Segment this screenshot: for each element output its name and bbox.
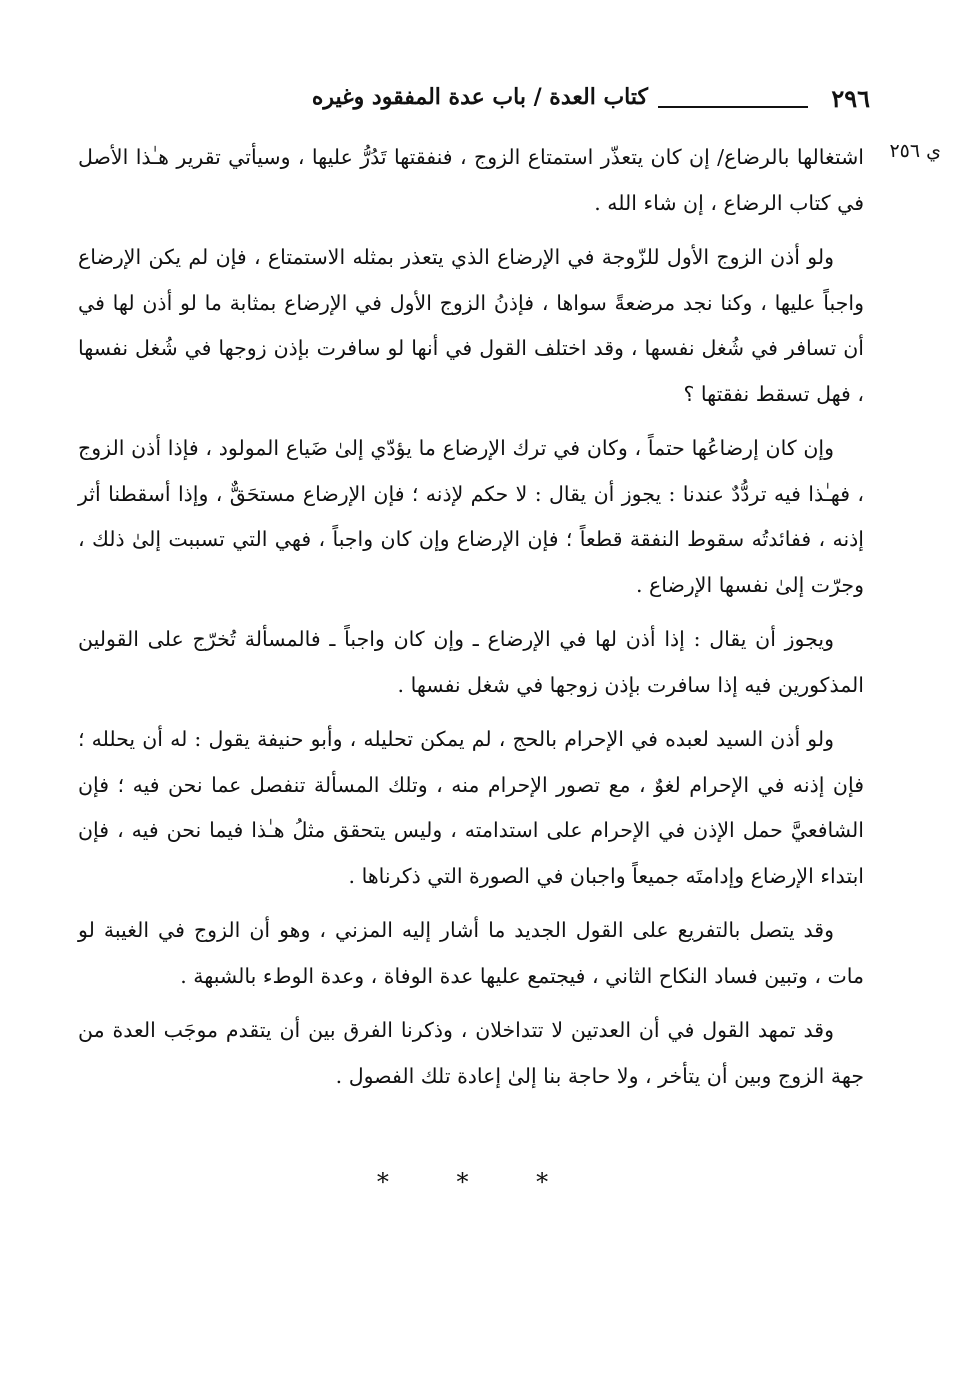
paragraph-3: وإن كان إرضاعُها حتماً ، وكان في ترك الإرضاع ما يؤدّي إلىٰ ضَياع المولود ، فإذا أذن الزوج ، فهـٰذا فيه تردُّدٌ عندنا : يجوز أن يقال : لا حكم لإذنه ؛ فإن الإرضاع مستحَقٌّ ، وإذا أسقطنا أثر إذنه ، ففائدتُه سقوط النفقة قطعاً ؛ فإن الإرضاع وإن كان واجباً ، فهي التي تسببت إلىٰ ذلك ، وجرّت إلىٰ نفسها الإرضاع . <box>78 436 864 597</box>
header-rule <box>658 106 808 108</box>
page-header <box>90 84 870 122</box>
paragraph-1: اشتغالها بالرضاع/ إن كان يتعذّر استمتاع الزوج ، فنفقتها تَدُرُّ عليها ، وسيأتي تقرير هـٰذا الأصل في كتاب الرضاع ، إن شاء الله . <box>78 145 864 215</box>
page-number: ٢٩٦ <box>831 84 870 113</box>
margin-reference: ي ٢٥٦ <box>889 140 941 162</box>
paragraph-2: ولو أذن الزوج الأول للزّوجة في الإرضاع الذي يتعذر بمثله الاستمتاع ، فإن لم يكن الإرضاع واجباً عليها ، وكنا نجد مرضعةً سواها ، فإذنُ الزوج الأول في الإرضاع بمثابة ما لو أذن لها في أن تسافر في شُغل نفسها ، وقد اختلف القول في أنها لو سافرت بإذن زوجها في شُغل نفسها ، فهل تسقط نفقتها ؟ <box>78 245 864 406</box>
paragraph-7: وقد تمهد القول في أن العدتين لا تتداخلان ، وذكرنا الفرق بين أن يتقدم موجَب العدة من جهة الزوج وبين أن يتأخر ، ولا حاجة بنا إلىٰ إعادة تلك الفصول . <box>78 1018 864 1088</box>
paragraph-6: وقد يتصل بالتفريع على القول الجديد ما أشار إليه المزني ، وهو أن الزوج في الغيبة لو مات ، وتبين فساد النكاح الثاني ، فيجتمع عليها عدة الوفاة ، وعدة الوطء بالشبهة . <box>78 918 864 988</box>
paragraph-4: ويجوز أن يقال : إذا أذن لها في الإرضاع ـ وإن كان واجباً ـ فالمسألة تُخرّج على القولين المذكورين فيه إذا سافرت بإذن زوجها في شغل نفسها . <box>78 627 864 697</box>
body-text <box>78 135 864 1108</box>
running-title: كتاب العدة / باب عدة المفقود وغيره <box>311 84 648 110</box>
section-separator: * * * <box>376 1168 579 1196</box>
paragraph-5: ولو أذن السيد لعبده في الإحرام بالحج ، لم يمكن تحليله ، وأبو حنيفة يقول : له أن يحلله ؛ فإن إذنه في الإحرام لغوٌ ، مع تصور الإحرام منه ، وتلك المسألة تنفصل عما نحن فيه ؛ فإن الشافعيَّ حمل الإذن في الإحرام على استدامته ، وليس يتحقق مثلُ هـٰذا فيما نحن فيه ، فإن ابتداء الإرضاع وإدامتَه جميعاً واجبان في الصورة التي ذكرناها . <box>78 727 864 888</box>
